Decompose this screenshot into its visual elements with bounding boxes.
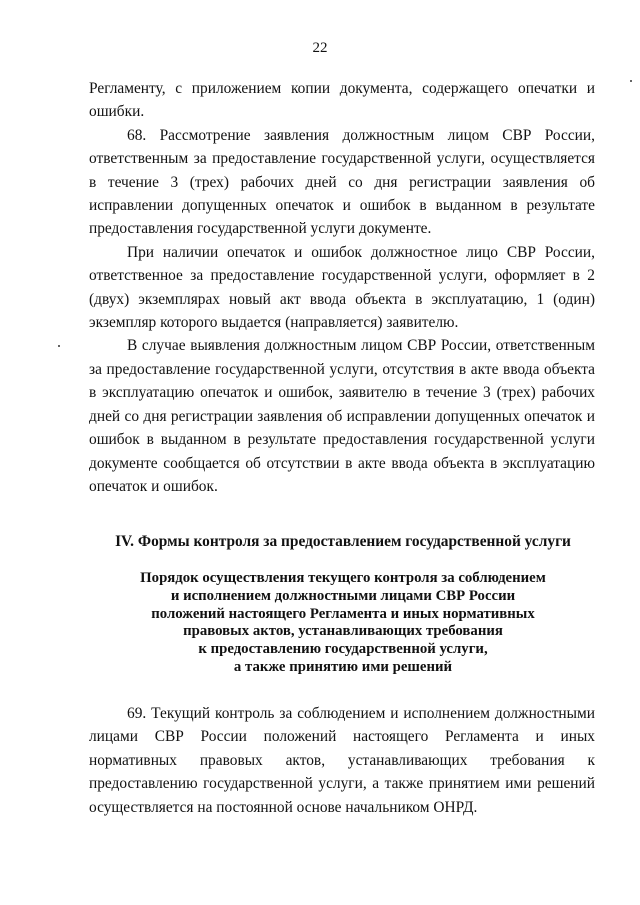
paragraph-continuation: Регламенту, с приложением копии документа, содержащего опечатки и ошибки. bbox=[89, 80, 595, 121]
scan-speck bbox=[58, 345, 60, 347]
page-number: 22 bbox=[312, 40, 328, 56]
paragraph-no-errors: В случае выявления должностным лицом СВР России, ответственным за предоставление государственной услуги, отсутствия в акте ввода объекта в эксплуатацию опечаток и ошибок, заявителю в течение 3 (трех) рабочих дней со дня регистрации заявления об исправлении допущенных опечаток и ошибок в выданном в результате предоставления государственной услуги документе сообщается об отсутствии в акте ввода объекта в эксплуатацию опечаток и ошибок. bbox=[89, 337, 595, 495]
subheading-line: а также принятию ими решений bbox=[233, 658, 453, 675]
subheading-line: Порядок осуществления текущего контроля за соблюдением bbox=[140, 570, 546, 586]
paragraph-68: 68. Рассмотрение заявления должностным лицом СВР России, ответственным за предоставление государственной услуги, осуществляется в течение 3 (трех) рабочих дней со дня регистрации заявления об исправлении допущенных опечаток и ошибок в выданном в результате предоставления государственной услуги документе. bbox=[89, 126, 595, 238]
subheading-line: и исполнением должностными лицами СВР России bbox=[170, 587, 516, 604]
scan-speck bbox=[630, 80, 632, 82]
text-block-bottom bbox=[89, 702, 595, 819]
text-block-top bbox=[89, 77, 595, 498]
subsection-heading bbox=[60, 570, 626, 677]
subheading-line: положений настоящего Регламента и иных нормативных bbox=[151, 605, 535, 622]
subheading-line: правовых актов, устанавливающих требования bbox=[183, 623, 503, 640]
paragraph-69: 69. Текущий контроль за соблюдением и исполнением должностными лицами СВР России положений настоящего Регламента и иных нормативных правовых актов, устанавливающих требования к предоставлению государственной услуги, а также принятием ими решений осуществляется на постоянной основе начальником ОНРД. bbox=[89, 705, 595, 816]
section-title: IV. Формы контроля за предоставлением государственной услуги bbox=[115, 533, 571, 550]
paragraph-errors-found: При наличии опечаток и ошибок должностное лицо СВР России, ответственное за предоставление государственной услуги, оформляет в 2 (двух) экземплярах новый акт ввода объекта в эксплуатацию, 1 (один) экземпляр которого выдается (направляется) заявителю. bbox=[89, 243, 595, 332]
subheading-line: к предоставлению государственной услуги, bbox=[198, 641, 488, 658]
